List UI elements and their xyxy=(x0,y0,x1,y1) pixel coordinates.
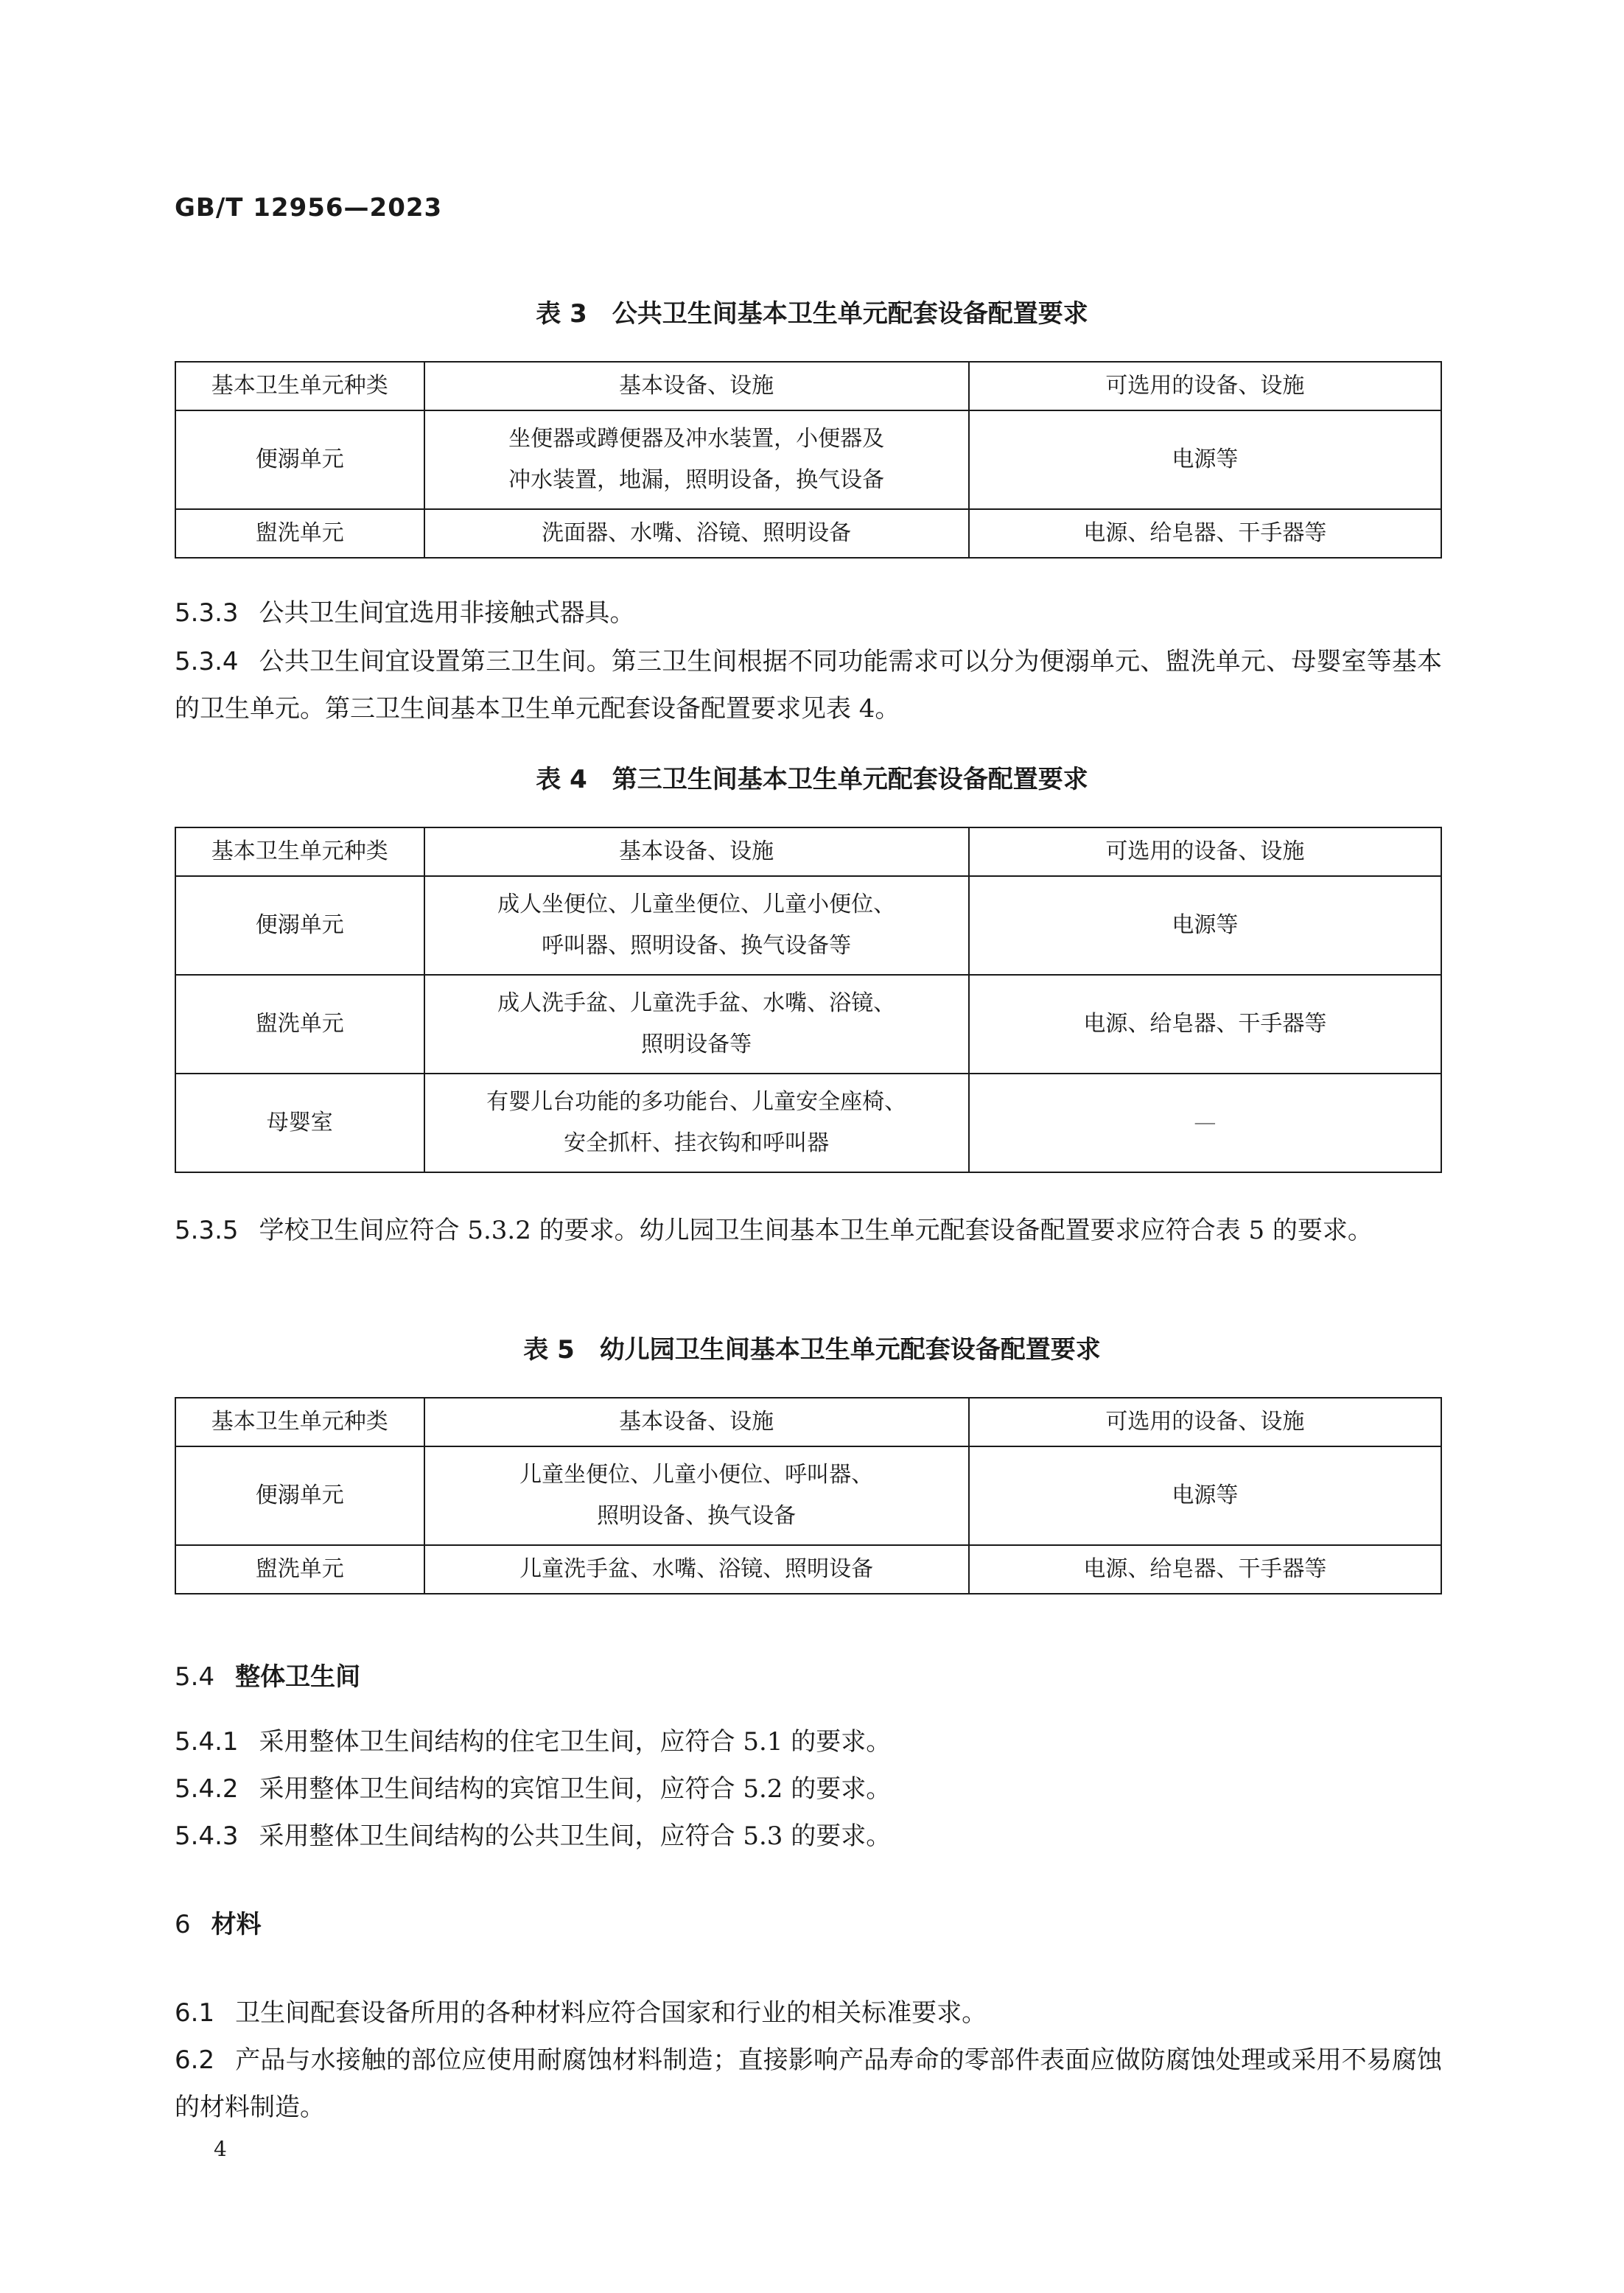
cell-line: 安全抓杆、挂衣钩和呼叫器 xyxy=(564,1130,830,1156)
header-cell: 可选用的设备、设施 xyxy=(969,362,1441,410)
page-number: 4 xyxy=(214,2137,227,2161)
cell-line: 洗面器、水嘴、浴镜、照明设备 xyxy=(542,520,852,546)
clause-6-1 xyxy=(175,1989,1442,2037)
clause-number: 5.4.2 xyxy=(175,1774,239,1804)
unit-type-cell: 母婴室 xyxy=(175,1074,424,1172)
basic-equipment-cell xyxy=(424,509,969,558)
section-6-heading xyxy=(175,1904,262,1940)
table-row xyxy=(175,410,1441,509)
cell-line: 儿童坐便位、儿童小便位、呼叫器、 xyxy=(519,1462,874,1488)
clause-text: 采用整体卫生间结构的公共卫生间，应符合 5.3 的要求。 xyxy=(259,1821,892,1851)
cell-line: 成人洗手盆、儿童洗手盆、水嘴、浴镜、 xyxy=(497,990,896,1016)
optional-equipment-cell: — xyxy=(969,1074,1441,1172)
table-row xyxy=(175,509,1441,558)
clause-5-4-2 xyxy=(175,1765,1442,1813)
header-cell: 基本设备、设施 xyxy=(424,827,969,876)
optional-equipment-cell: 电源、给皂器、干手器等 xyxy=(969,1545,1441,1594)
header-cell: 基本设备、设施 xyxy=(424,362,969,410)
clause-text: 学校卫生间应符合 5.3.2 的要求。幼儿园卫生间基本卫生单元配套设备配置要求应符合表 5 的要求。 xyxy=(259,1216,1373,1245)
clause-text: 公共卫生间宜设置第三卫生间。第三卫生间根据不同功能需求可以分为便溺单元、盥洗单元、母婴室等基本的卫生单元。第三卫生间基本卫生单元配套设备配置要求见表 4。 xyxy=(175,647,1442,724)
unit-type-cell: 便溺单元 xyxy=(175,410,424,509)
optional-equipment-cell: 电源等 xyxy=(969,876,1441,975)
clause-5-3-4 xyxy=(175,638,1442,732)
clause-text: 产品与水接触的部位应使用耐腐蚀材料制造；直接影响产品寿命的零部件表面应做防腐蚀处理或采用不易腐蚀的材料制造。 xyxy=(175,2045,1442,2122)
clause-number: 6.1 xyxy=(175,1998,215,2028)
clause-number: 5.4.3 xyxy=(175,1821,239,1851)
clause-number: 5.3.4 xyxy=(175,647,239,676)
table-row xyxy=(175,1446,1441,1545)
table-3 xyxy=(175,361,1442,559)
basic-equipment-cell xyxy=(424,1545,969,1594)
basic-equipment-cell xyxy=(424,876,969,975)
section-5-4-heading xyxy=(175,1656,360,1692)
cell-line: 成人坐便位、儿童坐便位、儿童小便位、 xyxy=(497,892,896,917)
clause-number: 5.4.1 xyxy=(175,1727,239,1757)
header-cell: 基本卫生单元种类 xyxy=(175,1398,424,1446)
header-cell: 可选用的设备、设施 xyxy=(969,827,1441,876)
optional-equipment-cell: 电源等 xyxy=(969,410,1441,509)
table-5-title: 表 5 幼儿园卫生间基本卫生单元配套设备配置要求 xyxy=(523,1335,1101,1365)
clause-5-4-1 xyxy=(175,1718,1442,1765)
section-title: 材料 xyxy=(211,1910,262,1939)
header-cell: 基本卫生单元种类 xyxy=(175,827,424,876)
cell-line: 有婴儿台功能的多功能台、儿童安全座椅、 xyxy=(486,1089,907,1115)
table-4-title: 表 4 第三卫生间基本卫生单元配套设备配置要求 xyxy=(536,765,1088,794)
cell-line: 儿童洗手盆、水嘴、浴镜、照明设备 xyxy=(519,1556,874,1582)
table-5 xyxy=(175,1397,1442,1594)
table-row xyxy=(175,1074,1441,1172)
header-cell: 基本设备、设施 xyxy=(424,1398,969,1446)
header-cell: 可选用的设备、设施 xyxy=(969,1398,1441,1446)
clause-number: 5.3.3 xyxy=(175,598,239,628)
clause-number: 5.3.5 xyxy=(175,1216,239,1245)
unit-type-cell: 盥洗单元 xyxy=(175,975,424,1074)
header-cell: 基本卫生单元种类 xyxy=(175,362,424,410)
clause-number: 6.2 xyxy=(175,2045,215,2075)
standard-header: GB/T 12956—2023 xyxy=(175,193,443,223)
unit-type-cell: 盥洗单元 xyxy=(175,1545,424,1594)
cell-line: 照明设备等 xyxy=(641,1032,752,1057)
clause-5-3-5 xyxy=(175,1207,1442,1254)
clause-5-4-3 xyxy=(175,1813,1442,1860)
clause-text: 采用整体卫生间结构的宾馆卫生间，应符合 5.2 的要求。 xyxy=(259,1774,892,1804)
basic-equipment-cell xyxy=(424,410,969,509)
section-number: 6 xyxy=(175,1910,191,1939)
clause-text: 公共卫生间宜选用非接触式器具。 xyxy=(259,598,635,628)
cell-line: 照明设备、换气设备 xyxy=(597,1503,797,1529)
table-header-row xyxy=(175,362,1441,410)
cell-line: 坐便器或蹲便器及冲水装置，小便器及 xyxy=(508,426,885,452)
table-row xyxy=(175,1545,1441,1594)
optional-equipment-cell: 电源、给皂器、干手器等 xyxy=(969,509,1441,558)
basic-equipment-cell xyxy=(424,1074,969,1172)
optional-equipment-cell: 电源、给皂器、干手器等 xyxy=(969,975,1441,1074)
optional-equipment-cell: 电源等 xyxy=(969,1446,1441,1545)
basic-equipment-cell xyxy=(424,1446,969,1545)
table-row xyxy=(175,975,1441,1074)
cell-line: 呼叫器、照明设备、换气设备等 xyxy=(542,933,852,959)
section-title: 整体卫生间 xyxy=(235,1662,361,1692)
basic-equipment-cell xyxy=(424,975,969,1074)
table-4 xyxy=(175,827,1442,1173)
section-number: 5.4 xyxy=(175,1662,215,1692)
unit-type-cell: 便溺单元 xyxy=(175,1446,424,1545)
clause-5-3-3 xyxy=(175,589,1442,637)
clause-6-2 xyxy=(175,2037,1442,2131)
table-header-row xyxy=(175,827,1441,876)
table-header-row xyxy=(175,1398,1441,1446)
unit-type-cell: 便溺单元 xyxy=(175,876,424,975)
table-3-title: 表 3 公共卫生间基本卫生单元配套设备配置要求 xyxy=(536,299,1088,329)
cell-line: 冲水装置，地漏，照明设备，换气设备 xyxy=(508,467,885,493)
unit-type-cell: 盥洗单元 xyxy=(175,509,424,558)
clause-text: 卫生间配套设备所用的各种材料应符合国家和行业的相关标准要求。 xyxy=(235,1998,987,2028)
table-row xyxy=(175,876,1441,975)
clause-text: 采用整体卫生间结构的住宅卫生间，应符合 5.1 的要求。 xyxy=(259,1727,892,1757)
